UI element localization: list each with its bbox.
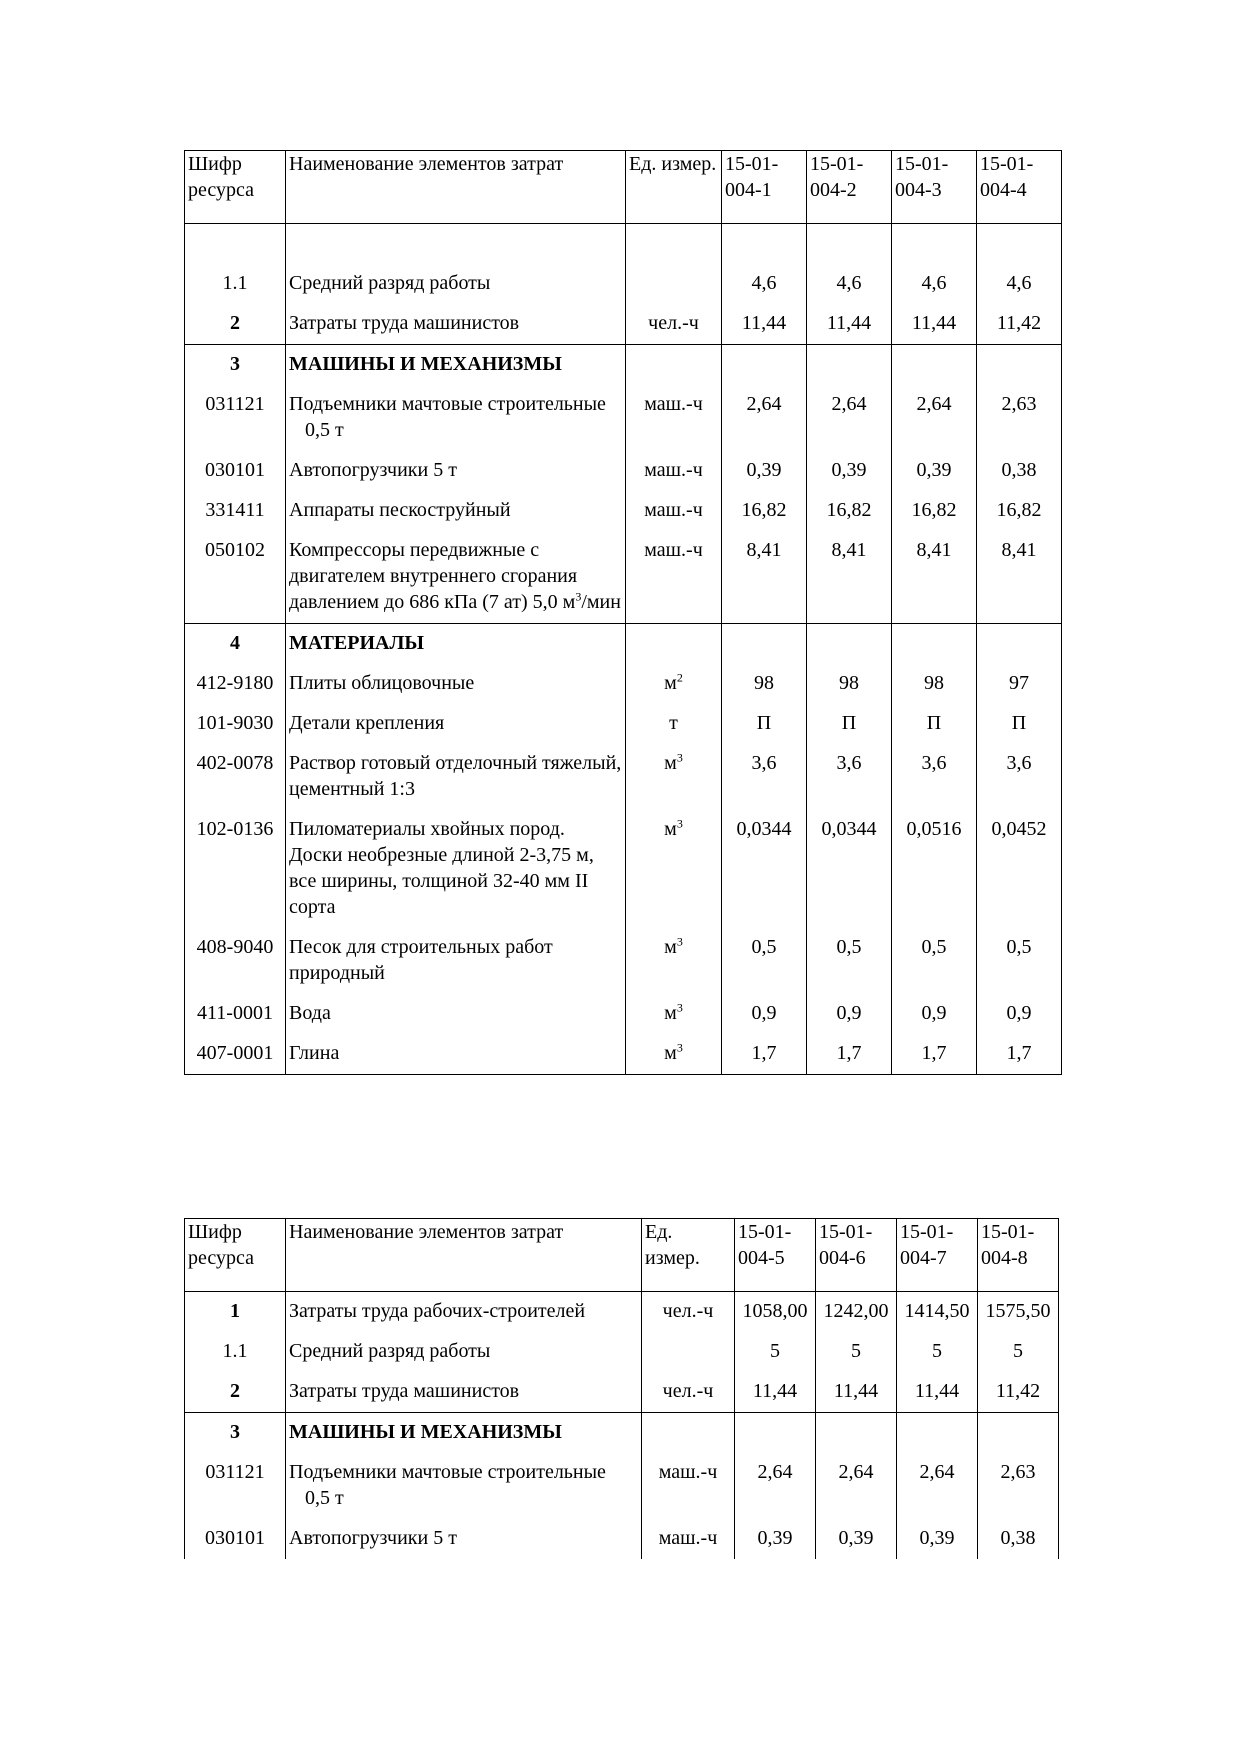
row-value: 98 — [892, 664, 977, 704]
row-value: 1,7 — [977, 1034, 1062, 1075]
row-value: 8,41 — [977, 531, 1062, 624]
row-value: 11,44 — [722, 304, 807, 345]
section-row-materials — [185, 624, 1062, 665]
header-col-2: 15-01-004-2 — [807, 151, 892, 224]
row-name: Пиломатериалы хвойных пород. Доски необрезные длиной 2-3,75 м, все ширины, толщиной 32-40 мм II сорта — [286, 810, 626, 928]
row-value: 0,9 — [722, 994, 807, 1034]
row-code: 331411 — [185, 491, 286, 531]
row-value: 0,39 — [735, 1519, 816, 1559]
row-name: Средний разряд работы — [286, 1332, 642, 1372]
row-value: 0,5 — [807, 928, 892, 994]
row-name: Аппараты пескоструйный — [286, 491, 626, 531]
row-value: 0,39 — [816, 1519, 897, 1559]
row-value: 16,82 — [722, 491, 807, 531]
row-value: 0,39 — [897, 1519, 978, 1559]
row-value: 16,82 — [892, 491, 977, 531]
header-col-8: 15-01-004-8 — [978, 1219, 1059, 1292]
row-name: Песок для строительных работ природный — [286, 928, 626, 994]
row-code: 050102 — [185, 531, 286, 624]
row-value: 1242,00 — [816, 1292, 897, 1333]
header-code: Шифр ресурса — [185, 151, 286, 224]
row-name: Детали крепления — [286, 704, 626, 744]
row-value: 4,6 — [892, 264, 977, 304]
row-value: 4,6 — [807, 264, 892, 304]
row-value: 2,64 — [816, 1453, 897, 1519]
row-value: 11,44 — [807, 304, 892, 345]
header-unit: Ед. измер. — [642, 1219, 735, 1292]
row-code: 031121 — [185, 1453, 286, 1519]
row-name: Средний разряд работы — [286, 264, 626, 304]
table-row — [185, 994, 1062, 1034]
row-code: 411-0001 — [185, 994, 286, 1034]
row-value: П — [807, 704, 892, 744]
row-value: 0,38 — [978, 1519, 1059, 1559]
header-unit: Ед. измер. — [626, 151, 722, 224]
row-value: 5 — [816, 1332, 897, 1372]
row-value: 1,7 — [892, 1034, 977, 1075]
row-unit: маш.-ч — [626, 531, 722, 624]
row-code: 1 — [185, 1292, 286, 1333]
section-title: МАШИНЫ И МЕХАНИЗМЫ — [286, 345, 626, 386]
row-name: Глина — [286, 1034, 626, 1075]
row-value: 2,64 — [897, 1453, 978, 1519]
row-value: 1,7 — [722, 1034, 807, 1075]
row-value: 11,44 — [816, 1372, 897, 1413]
table-header-row — [185, 1219, 1059, 1292]
row-code: 030101 — [185, 451, 286, 491]
header-code: Шифр ресурса — [185, 1219, 286, 1292]
table-row — [185, 1519, 1059, 1559]
row-unit: маш.-ч — [626, 491, 722, 531]
row-value: 8,41 — [892, 531, 977, 624]
row-value: 0,9 — [977, 994, 1062, 1034]
row-unit: $м^3$ — [626, 1034, 722, 1075]
row-value: 4,6 — [977, 264, 1062, 304]
table-row — [185, 664, 1062, 704]
section-row-machines — [185, 1413, 1059, 1454]
row-code: 408-9040 — [185, 928, 286, 994]
header-name: Наименование элементов затрат — [286, 1219, 642, 1292]
table-row — [185, 928, 1062, 994]
row-value: 1058,00 — [735, 1292, 816, 1333]
row-value: 98 — [807, 664, 892, 704]
row-code: 402-0078 — [185, 744, 286, 810]
row-unit — [642, 1332, 735, 1372]
row-name: Затраты труда машинистов — [286, 304, 626, 345]
row-value: 98 — [722, 664, 807, 704]
row-unit: $м^3$ — [626, 744, 722, 810]
row-value: 0,39 — [807, 451, 892, 491]
table-row — [185, 1292, 1059, 1333]
row-value: 16,82 — [807, 491, 892, 531]
row-name: Автопогрузчики 5 т — [286, 451, 626, 491]
table-row — [185, 810, 1062, 928]
row-value: 5 — [897, 1332, 978, 1372]
row-value: 5 — [978, 1332, 1059, 1372]
row-value: 8,41 — [722, 531, 807, 624]
row-value: 2,63 — [978, 1453, 1059, 1519]
row-code: 1.1 — [185, 264, 286, 304]
row-value: 0,0516 — [892, 810, 977, 928]
row-code: 2 — [185, 1372, 286, 1413]
row-code: 102-0136 — [185, 810, 286, 928]
row-value: 3,6 — [722, 744, 807, 810]
row-value: 2,64 — [892, 385, 977, 451]
row-value: 3,6 — [977, 744, 1062, 810]
row-code: 407-0001 — [185, 1034, 286, 1075]
row-value: 0,0452 — [977, 810, 1062, 928]
row-name: Подъемники мачтовые строительные 0,5 т — [286, 385, 626, 451]
row-unit: $м^3$ — [626, 994, 722, 1034]
table-row — [185, 264, 1062, 304]
row-name: Подъемники мачтовые строительные 0,5 т — [286, 1453, 642, 1519]
header-col-4: 15-01-004-4 — [977, 151, 1062, 224]
row-value: 2,64 — [807, 385, 892, 451]
row-value: 1575,50 — [978, 1292, 1059, 1333]
header-col-5: 15-01-004-5 — [735, 1219, 816, 1292]
table-row — [185, 451, 1062, 491]
table-row — [185, 385, 1062, 451]
table-row — [185, 1372, 1059, 1413]
row-name: Затраты труда рабочих-строителей — [286, 1292, 642, 1333]
row-unit: маш.-ч — [642, 1453, 735, 1519]
row-value: П — [892, 704, 977, 744]
header-col-3: 15-01-004-3 — [892, 151, 977, 224]
row-value: 3,6 — [807, 744, 892, 810]
row-name: Плиты облицовочные — [286, 664, 626, 704]
row-unit: $м^3$ — [626, 928, 722, 994]
table-row — [185, 491, 1062, 531]
spacer-row — [185, 224, 1062, 265]
row-code: 101-9030 — [185, 704, 286, 744]
header-col-6: 15-01-004-6 — [816, 1219, 897, 1292]
table-row — [185, 1332, 1059, 1372]
row-value: 0,9 — [807, 994, 892, 1034]
row-name: Затраты труда машинистов — [286, 1372, 642, 1413]
row-value: 11,44 — [892, 304, 977, 345]
table-row — [185, 304, 1062, 345]
row-value: 0,9 — [892, 994, 977, 1034]
row-code: 3 — [185, 345, 286, 386]
row-code: 030101 — [185, 1519, 286, 1559]
header-col-7: 15-01-004-7 — [897, 1219, 978, 1292]
row-value: 0,5 — [892, 928, 977, 994]
row-value: 0,39 — [892, 451, 977, 491]
row-value: 1414,50 — [897, 1292, 978, 1333]
row-name: Вода — [286, 994, 626, 1034]
row-value: П — [977, 704, 1062, 744]
table-row — [185, 704, 1062, 744]
resource-table-1 — [184, 150, 1062, 1075]
row-value: 0,0344 — [722, 810, 807, 928]
row-value: 8,41 — [807, 531, 892, 624]
row-code: 031121 — [185, 385, 286, 451]
row-unit: чел.-ч — [642, 1372, 735, 1413]
row-name: Компрессоры передвижные с двигателем внутреннего сгорания давлением до 686 кПа (7 ат) 5,0 $м^3$/мин — [286, 531, 626, 624]
row-value: 0,0344 — [807, 810, 892, 928]
section-title: МАШИНЫ И МЕХАНИЗМЫ — [286, 1413, 642, 1454]
row-value: 0,39 — [722, 451, 807, 491]
row-code: 412-9180 — [185, 664, 286, 704]
section-title: МАТЕРИАЛЫ — [286, 624, 626, 665]
row-value: 0,5 — [977, 928, 1062, 994]
row-value: 11,42 — [977, 304, 1062, 345]
row-value: П — [722, 704, 807, 744]
table-row — [185, 1453, 1059, 1519]
section-row-machines — [185, 345, 1062, 386]
row-value: 16,82 — [977, 491, 1062, 531]
row-value: 4,6 — [722, 264, 807, 304]
row-value: 2,64 — [722, 385, 807, 451]
resource-table-2 — [184, 1218, 1059, 1559]
row-code: 1.1 — [185, 1332, 286, 1372]
row-value: 11,44 — [735, 1372, 816, 1413]
row-code: 4 — [185, 624, 286, 665]
header-name: Наименование элементов затрат — [286, 151, 626, 224]
row-value: 11,44 — [897, 1372, 978, 1413]
row-value: 2,63 — [977, 385, 1062, 451]
row-unit: $м^3$ — [626, 810, 722, 928]
row-unit: маш.-ч — [626, 451, 722, 491]
row-unit: маш.-ч — [626, 385, 722, 451]
row-value: 3,6 — [892, 744, 977, 810]
row-unit: чел.-ч — [642, 1292, 735, 1333]
table-row — [185, 744, 1062, 810]
row-unit: $м^2$ — [626, 664, 722, 704]
row-unit: т — [626, 704, 722, 744]
row-unit: маш.-ч — [642, 1519, 735, 1559]
row-code: 2 — [185, 304, 286, 345]
table-row — [185, 1034, 1062, 1075]
row-value: 1,7 — [807, 1034, 892, 1075]
header-col-1: 15-01-004-1 — [722, 151, 807, 224]
row-name: Автопогрузчики 5 т — [286, 1519, 642, 1559]
row-value: 0,38 — [977, 451, 1062, 491]
row-value: 0,5 — [722, 928, 807, 994]
row-value: 11,42 — [978, 1372, 1059, 1413]
row-value: 97 — [977, 664, 1062, 704]
row-unit — [626, 264, 722, 304]
row-value: 5 — [735, 1332, 816, 1372]
row-unit: чел.-ч — [626, 304, 722, 345]
row-code: 3 — [185, 1413, 286, 1454]
table-row — [185, 531, 1062, 624]
row-value: 2,64 — [735, 1453, 816, 1519]
row-name: Раствор готовый отделочный тяжелый, цементный 1:3 — [286, 744, 626, 810]
table-header-row — [185, 151, 1062, 224]
